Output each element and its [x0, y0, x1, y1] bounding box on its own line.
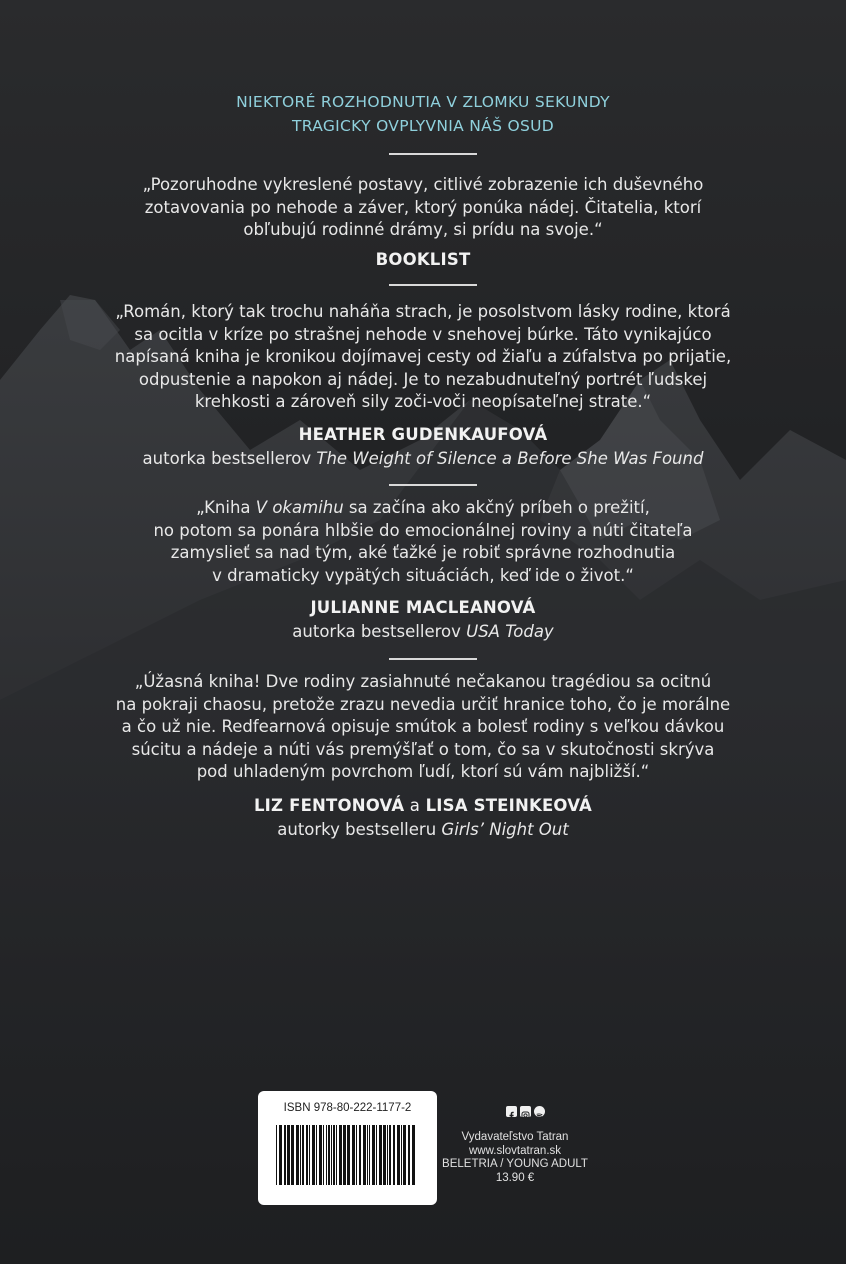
divider: [389, 153, 477, 155]
barcode-bar: [387, 1125, 388, 1185]
barcode-bar: [393, 1125, 395, 1185]
barcode-bar: [403, 1125, 406, 1185]
barcode-bar: [412, 1125, 415, 1185]
book-category: BELETRIA / YOUNG ADULT: [442, 1158, 588, 1170]
barcode-bar: [339, 1125, 342, 1185]
barcode-bar: [397, 1125, 400, 1185]
barcode-bar: [363, 1125, 366, 1185]
review-gudenkauf-quote: „Román, ktorý tak trochu naháňa strach, je posolstvom lásky rodine, ktorá sa ocitla v kríze po strašnej nehode v snehovej búrke. Táto vynikajúco napísaná kniha je kronikou dojímavej cesty od žiaľu a zúfalstva po prijatie, odpustenie a napokon aj nádej. Je to nezabudnuteľný portrét ľudskej krehkosti a zároveň sily zoči-voči neopísateľnej strate.“: [114, 302, 732, 411]
barcode-bar: [279, 1125, 282, 1185]
barcode-bar: [276, 1125, 277, 1185]
divider: [389, 484, 477, 486]
divider: [389, 658, 477, 660]
barcode-bar: [331, 1125, 332, 1185]
review-gudenkauf-author: HEATHER GUDENKAUFOVÁ: [298, 425, 548, 444]
review-macleanova-quote: „Kniha V okamihu sa začína ako akčný príbeh o prežití, no potom sa ponára hlbšie do emocionálnej roviny a núti čitateľa zamyslieť sa nad tým, aké ťažké je robiť správne rozhodnutia v dramaticky vypätých situáciách, keď ide o život.“: [153, 498, 693, 585]
barcode-bar: [383, 1125, 386, 1185]
publisher-name: Vydavateľstvo Tatran: [461, 1131, 569, 1143]
barcode-bar: [323, 1125, 324, 1185]
review-booklist-author: BOOKLIST: [375, 250, 471, 269]
barcode-bar: [316, 1125, 317, 1185]
facebook-icon[interactable]: [506, 1106, 517, 1117]
barcode-bar: [319, 1125, 322, 1185]
barcode-bar: [287, 1125, 290, 1185]
review-fentonova-quote: „Úžasná kniha! Dve rodiny zasiahnuté nečakanou tragédiou sa ocitnú na pokraji chaosu, pretože zrazu nevedia určiť hranice toho, čo je morálne a čo už nie. Redfearnová opisuje smútok a bolesť rodiny s veľkou dávkou súcitu a nádeje a núti vás premýšľať o tom, čo sa v skutočnosti skrýva pod uhladeným povrchom ľudí, ktorí sú vám najbližší.“: [115, 672, 731, 781]
divider: [389, 284, 477, 286]
barcode-bar: [326, 1125, 327, 1185]
review-gudenkauf-credit: autorka bestsellerov The Weight of Silence a Before She Was Found: [142, 449, 704, 468]
barcode-label: [258, 1091, 437, 1205]
isbn-number: ISBN 978-80-222-1177-2: [283, 1102, 412, 1114]
barcode-bar: [372, 1125, 375, 1185]
tagline-line-2: TRAGICKY OVPLYVNIA NÁŠ OSUD: [292, 117, 554, 135]
barcode-bar: [389, 1125, 391, 1185]
review-macleanova-credit: autorka bestsellerov USA Today: [292, 622, 554, 641]
barcode-bar: [291, 1125, 294, 1185]
barcode-bar: [312, 1125, 315, 1185]
barcode-bar: [336, 1125, 337, 1185]
barcode-bar: [309, 1125, 310, 1185]
barcode-bar: [359, 1125, 361, 1185]
book-price: 13.90 €: [495, 1171, 535, 1184]
publisher-info: [430, 1131, 600, 1185]
tagline-line-1: NIEKTORÉ ROZHODNUTIA V ZLOMKU SEKUNDY: [236, 93, 610, 111]
review-fentonova-credit: autorky bestselleru Girls’ Night Out: [277, 820, 569, 839]
review-booklist-quote: „Pozoruhodne vykreslené postavy, citlivé zobrazenie ich duševného zotavovania po nehode a záver, ktorý ponúka nádej. Čitatelia, ktorí obľubujú rodinné drámy, si prídu na svoje.“: [142, 175, 704, 239]
barcode-bar: [284, 1125, 286, 1185]
barcode-bar: [401, 1125, 402, 1185]
barcode-bar: [369, 1125, 370, 1185]
instagram-icon[interactable]: [520, 1106, 531, 1117]
barcode: [276, 1125, 419, 1185]
barcode-bar: [347, 1125, 350, 1185]
barcode-bar: [333, 1125, 335, 1185]
social-icons: [506, 1106, 545, 1117]
spotify-icon[interactable]: [534, 1106, 545, 1117]
barcode-bar: [376, 1125, 377, 1185]
barcode-bar: [306, 1125, 308, 1185]
barcode-bar: [352, 1125, 355, 1185]
review-fentonova-author: LIZ FENTONOVÁ a LISA STEINKEOVÁ: [253, 796, 593, 815]
publisher-website: www.slovtatran.sk: [468, 1144, 562, 1157]
barcode-bar: [356, 1125, 357, 1185]
barcode-bar: [379, 1125, 382, 1185]
barcode-bar: [302, 1125, 304, 1185]
barcode-bar: [328, 1125, 330, 1185]
barcode-bar: [300, 1125, 301, 1185]
barcode-bar: [296, 1125, 299, 1185]
barcode-bar: [367, 1125, 368, 1185]
barcode-bar: [343, 1125, 346, 1185]
review-macleanova-author: JULIANNE MACLEANOVÁ: [310, 598, 536, 617]
barcode-bar: [408, 1125, 410, 1185]
